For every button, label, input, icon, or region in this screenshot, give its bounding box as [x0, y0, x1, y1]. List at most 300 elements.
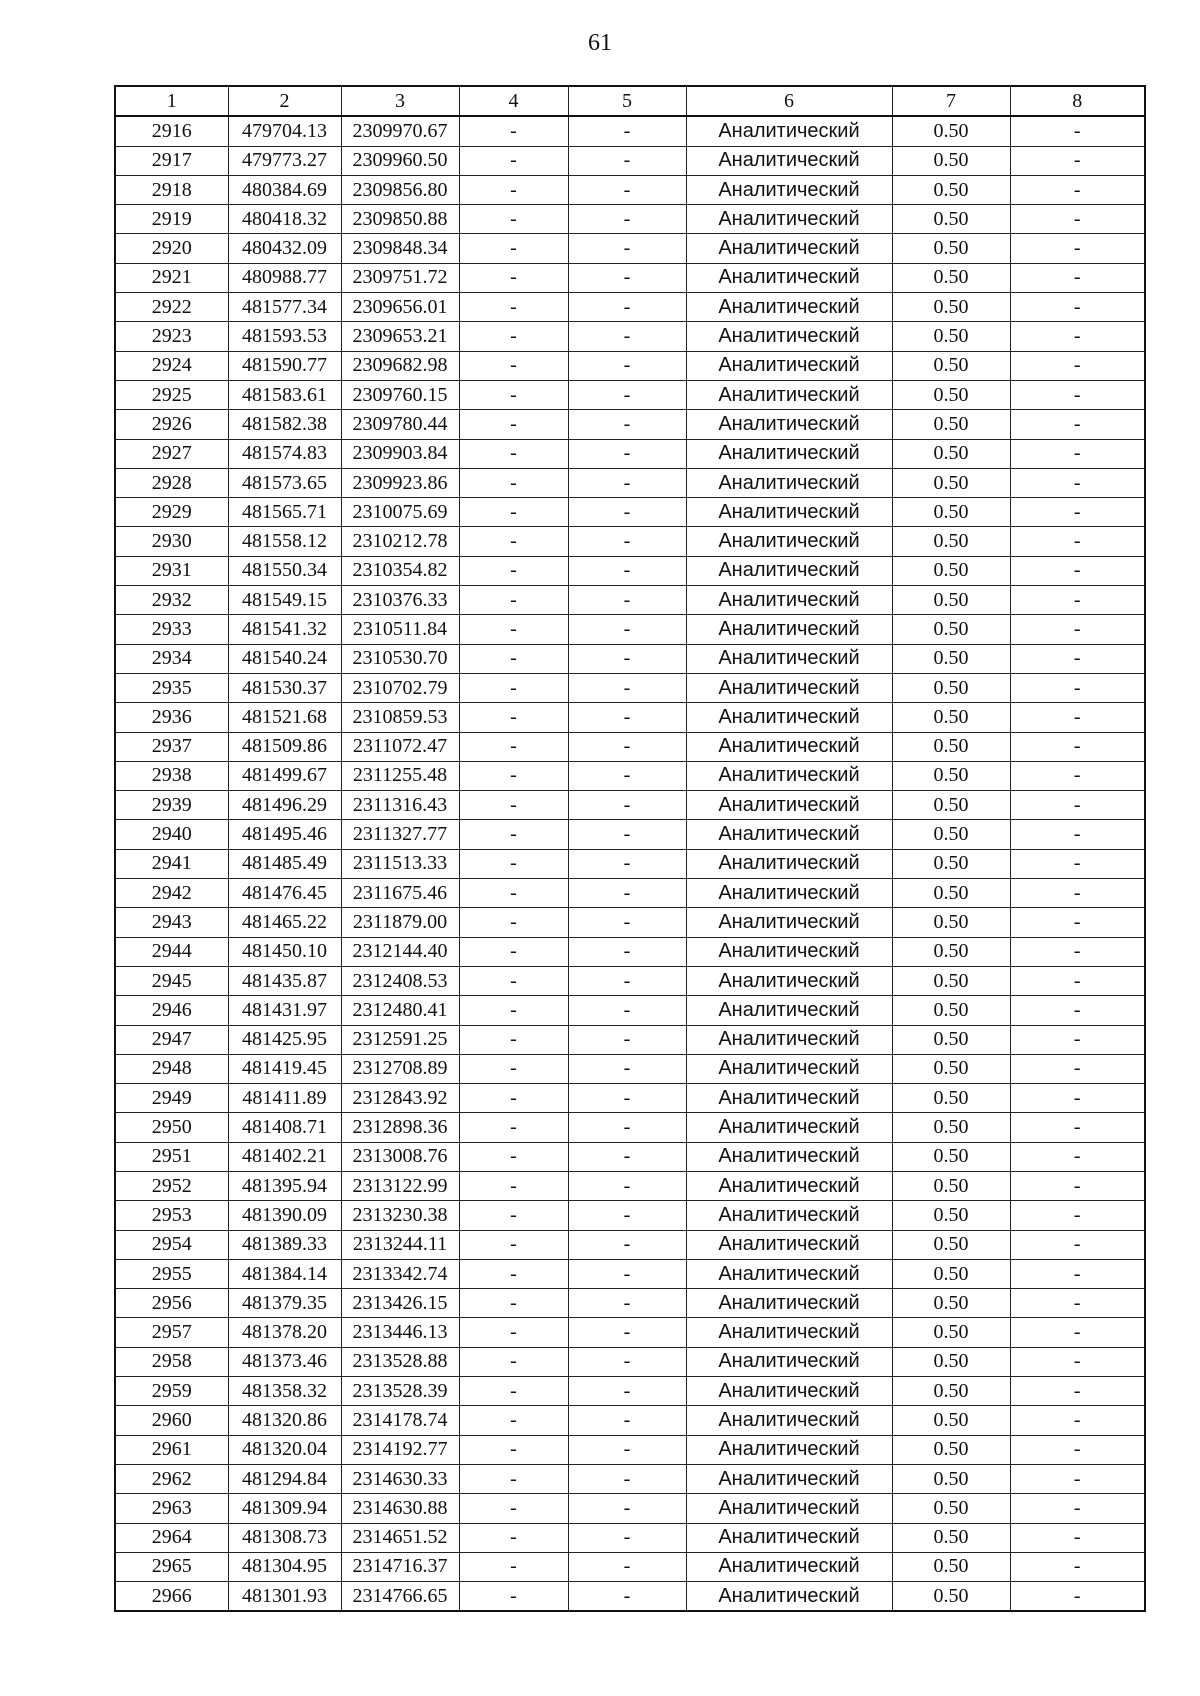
table-row — [115, 1025, 1145, 1054]
table-row — [115, 761, 1145, 790]
cell-coord-x: 481389.33 — [228, 1230, 341, 1259]
cell-method: Аналитический — [686, 293, 892, 322]
cell-method: Аналитический — [686, 1054, 892, 1083]
cell-method: Аналитический — [686, 1318, 892, 1347]
cell-coord-y: 2309970.67 — [341, 116, 459, 146]
cell-coord-y: 2313446.13 — [341, 1318, 459, 1347]
cell-col-5: - — [568, 1582, 686, 1612]
table-row — [115, 1347, 1145, 1376]
cell-col-8: - — [1010, 1259, 1145, 1288]
cell-point-number: 2962 — [115, 1464, 228, 1493]
column-header-8: 8 — [1010, 86, 1145, 116]
cell-accuracy: 0.50 — [892, 615, 1010, 644]
cell-accuracy: 0.50 — [892, 410, 1010, 439]
cell-accuracy: 0.50 — [892, 1201, 1010, 1230]
cell-col-8: - — [1010, 1054, 1145, 1083]
cell-col-8: - — [1010, 1406, 1145, 1435]
cell-col-8: - — [1010, 1464, 1145, 1493]
table-row — [115, 1435, 1145, 1464]
cell-col-4: - — [459, 879, 568, 908]
cell-point-number: 2926 — [115, 410, 228, 439]
cell-coord-y: 2310354.82 — [341, 556, 459, 585]
cell-col-5: - — [568, 1230, 686, 1259]
cell-method: Аналитический — [686, 351, 892, 380]
cell-coord-y: 2313426.15 — [341, 1289, 459, 1318]
cell-accuracy: 0.50 — [892, 1347, 1010, 1376]
cell-coord-y: 2309751.72 — [341, 263, 459, 292]
table-body — [115, 116, 1145, 1611]
cell-col-5: - — [568, 1552, 686, 1581]
cell-coord-x: 481549.15 — [228, 586, 341, 615]
cell-coord-x: 481558.12 — [228, 527, 341, 556]
cell-method: Аналитический — [686, 1201, 892, 1230]
page-number: 61 — [588, 30, 612, 56]
cell-col-8: - — [1010, 116, 1145, 146]
cell-col-5: - — [568, 996, 686, 1025]
cell-method: Аналитический — [686, 1552, 892, 1581]
cell-point-number: 2942 — [115, 879, 228, 908]
cell-accuracy: 0.50 — [892, 1435, 1010, 1464]
table-row — [115, 234, 1145, 263]
table-row — [115, 732, 1145, 761]
cell-coord-y: 2313528.39 — [341, 1377, 459, 1406]
cell-coord-x: 481390.09 — [228, 1201, 341, 1230]
cell-col-5: - — [568, 1259, 686, 1288]
cell-coord-y: 2309848.34 — [341, 234, 459, 263]
cell-coord-x: 481495.46 — [228, 820, 341, 849]
cell-col-8: - — [1010, 1318, 1145, 1347]
cell-coord-x: 481304.95 — [228, 1552, 341, 1581]
cell-method: Аналитический — [686, 1259, 892, 1288]
table-row — [115, 1113, 1145, 1142]
cell-method: Аналитический — [686, 527, 892, 556]
cell-accuracy: 0.50 — [892, 732, 1010, 761]
cell-point-number: 2955 — [115, 1259, 228, 1288]
cell-col-4: - — [459, 908, 568, 937]
cell-col-4: - — [459, 1289, 568, 1318]
cell-point-number: 2953 — [115, 1201, 228, 1230]
cell-point-number: 2931 — [115, 556, 228, 585]
cell-col-5: - — [568, 1494, 686, 1523]
cell-method: Аналитический — [686, 1025, 892, 1054]
cell-method: Аналитический — [686, 1523, 892, 1552]
cell-col-8: - — [1010, 937, 1145, 966]
cell-col-5: - — [568, 263, 686, 292]
cell-point-number: 2956 — [115, 1289, 228, 1318]
table-row — [115, 468, 1145, 497]
cell-accuracy: 0.50 — [892, 586, 1010, 615]
cell-accuracy: 0.50 — [892, 1113, 1010, 1142]
cell-col-4: - — [459, 410, 568, 439]
cell-method: Аналитический — [686, 732, 892, 761]
cell-coord-x: 481485.49 — [228, 849, 341, 878]
cell-point-number: 2930 — [115, 527, 228, 556]
cell-accuracy: 0.50 — [892, 996, 1010, 1025]
cell-col-5: - — [568, 175, 686, 204]
table-header — [115, 86, 1145, 116]
cell-col-8: - — [1010, 1142, 1145, 1171]
cell-col-5: - — [568, 234, 686, 263]
table-row — [115, 1552, 1145, 1581]
cell-col-8: - — [1010, 234, 1145, 263]
cell-coord-y: 2309760.15 — [341, 380, 459, 409]
table-row — [115, 1377, 1145, 1406]
cell-col-5: - — [568, 644, 686, 673]
cell-point-number: 2963 — [115, 1494, 228, 1523]
table-row — [115, 1054, 1145, 1083]
table-row — [115, 263, 1145, 292]
cell-col-8: - — [1010, 439, 1145, 468]
cell-col-4: - — [459, 498, 568, 527]
cell-accuracy: 0.50 — [892, 439, 1010, 468]
cell-coord-x: 481308.73 — [228, 1523, 341, 1552]
table-row — [115, 1230, 1145, 1259]
cell-coord-y: 2312591.25 — [341, 1025, 459, 1054]
cell-method: Аналитический — [686, 410, 892, 439]
cell-coord-x: 481550.34 — [228, 556, 341, 585]
cell-accuracy: 0.50 — [892, 1318, 1010, 1347]
cell-accuracy: 0.50 — [892, 1142, 1010, 1171]
cell-coord-y: 2313244.11 — [341, 1230, 459, 1259]
cell-point-number: 2958 — [115, 1347, 228, 1376]
cell-point-number: 2947 — [115, 1025, 228, 1054]
cell-col-8: - — [1010, 380, 1145, 409]
cell-col-5: - — [568, 615, 686, 644]
cell-accuracy: 0.50 — [892, 1084, 1010, 1113]
cell-col-8: - — [1010, 498, 1145, 527]
cell-coord-x: 479773.27 — [228, 146, 341, 175]
cell-method: Аналитический — [686, 380, 892, 409]
cell-accuracy: 0.50 — [892, 703, 1010, 732]
cell-coord-x: 481384.14 — [228, 1259, 341, 1288]
cell-col-4: - — [459, 1113, 568, 1142]
table-row — [115, 556, 1145, 585]
cell-point-number: 2929 — [115, 498, 228, 527]
cell-coord-x: 481465.22 — [228, 908, 341, 937]
column-header-2: 2 — [228, 86, 341, 116]
cell-accuracy: 0.50 — [892, 1406, 1010, 1435]
cell-col-4: - — [459, 586, 568, 615]
cell-coord-y: 2310702.79 — [341, 673, 459, 702]
cell-col-5: - — [568, 908, 686, 937]
cell-col-8: - — [1010, 703, 1145, 732]
cell-col-5: - — [568, 586, 686, 615]
cell-col-8: - — [1010, 146, 1145, 175]
cell-accuracy: 0.50 — [892, 351, 1010, 380]
table-row — [115, 1084, 1145, 1113]
cell-col-8: - — [1010, 1289, 1145, 1318]
cell-col-5: - — [568, 439, 686, 468]
cell-col-4: - — [459, 527, 568, 556]
cell-method: Аналитический — [686, 1347, 892, 1376]
cell-point-number: 2919 — [115, 205, 228, 234]
cell-point-number: 2932 — [115, 586, 228, 615]
cell-coord-x: 481294.84 — [228, 1464, 341, 1493]
cell-coord-x: 481425.95 — [228, 1025, 341, 1054]
cell-col-4: - — [459, 234, 568, 263]
cell-col-5: - — [568, 116, 686, 146]
cell-col-5: - — [568, 732, 686, 761]
cell-col-8: - — [1010, 1494, 1145, 1523]
cell-col-5: - — [568, 1142, 686, 1171]
cell-point-number: 2917 — [115, 146, 228, 175]
cell-col-5: - — [568, 1113, 686, 1142]
cell-col-8: - — [1010, 1084, 1145, 1113]
cell-coord-x: 481582.38 — [228, 410, 341, 439]
cell-coord-y: 2311316.43 — [341, 791, 459, 820]
cell-method: Аналитический — [686, 996, 892, 1025]
cell-col-5: - — [568, 1523, 686, 1552]
cell-col-4: - — [459, 1259, 568, 1288]
cell-col-4: - — [459, 468, 568, 497]
cell-col-8: - — [1010, 644, 1145, 673]
cell-coord-x: 481435.87 — [228, 966, 341, 995]
cell-method: Аналитический — [686, 234, 892, 263]
cell-col-4: - — [459, 1025, 568, 1054]
table-row — [115, 1523, 1145, 1552]
cell-coord-x: 481574.83 — [228, 439, 341, 468]
cell-point-number: 2965 — [115, 1552, 228, 1581]
cell-method: Аналитический — [686, 820, 892, 849]
cell-accuracy: 0.50 — [892, 673, 1010, 702]
cell-accuracy: 0.50 — [892, 908, 1010, 937]
cell-coord-y: 2313342.74 — [341, 1259, 459, 1288]
cell-method: Аналитический — [686, 1377, 892, 1406]
cell-coord-x: 481573.65 — [228, 468, 341, 497]
cell-accuracy: 0.50 — [892, 1494, 1010, 1523]
cell-method: Аналитический — [686, 1582, 892, 1612]
cell-col-5: - — [568, 322, 686, 351]
cell-accuracy: 0.50 — [892, 1377, 1010, 1406]
cell-col-8: - — [1010, 175, 1145, 204]
cell-accuracy: 0.50 — [892, 468, 1010, 497]
cell-col-8: - — [1010, 1230, 1145, 1259]
table-row — [115, 644, 1145, 673]
cell-coord-y: 2311255.48 — [341, 761, 459, 790]
cell-coord-y: 2311072.47 — [341, 732, 459, 761]
cell-method: Аналитический — [686, 556, 892, 585]
cell-col-5: - — [568, 380, 686, 409]
cell-method: Аналитический — [686, 1230, 892, 1259]
cell-method: Аналитический — [686, 1289, 892, 1318]
cell-coord-x: 481379.35 — [228, 1289, 341, 1318]
table-row — [115, 498, 1145, 527]
cell-col-4: - — [459, 175, 568, 204]
cell-col-4: - — [459, 380, 568, 409]
cell-coord-x: 481450.10 — [228, 937, 341, 966]
cell-col-5: - — [568, 1289, 686, 1318]
cell-col-5: - — [568, 1377, 686, 1406]
cell-accuracy: 0.50 — [892, 263, 1010, 292]
cell-accuracy: 0.50 — [892, 937, 1010, 966]
cell-coord-y: 2312408.53 — [341, 966, 459, 995]
cell-coord-x: 481521.68 — [228, 703, 341, 732]
cell-col-8: - — [1010, 1582, 1145, 1612]
cell-method: Аналитический — [686, 1464, 892, 1493]
cell-col-4: - — [459, 1406, 568, 1435]
table-row — [115, 996, 1145, 1025]
table-row — [115, 1142, 1145, 1171]
cell-col-4: - — [459, 1142, 568, 1171]
column-header-7: 7 — [892, 86, 1010, 116]
cell-col-8: - — [1010, 996, 1145, 1025]
cell-coord-x: 480418.32 — [228, 205, 341, 234]
header-row — [115, 86, 1145, 116]
cell-accuracy: 0.50 — [892, 556, 1010, 585]
cell-method: Аналитический — [686, 615, 892, 644]
cell-point-number: 2940 — [115, 820, 228, 849]
cell-col-4: - — [459, 820, 568, 849]
cell-col-4: - — [459, 351, 568, 380]
cell-accuracy: 0.50 — [892, 644, 1010, 673]
cell-coord-y: 2309682.98 — [341, 351, 459, 380]
cell-col-4: - — [459, 556, 568, 585]
cell-col-8: - — [1010, 732, 1145, 761]
cell-col-8: - — [1010, 322, 1145, 351]
cell-coord-x: 481499.67 — [228, 761, 341, 790]
cell-coord-y: 2312144.40 — [341, 937, 459, 966]
cell-col-4: - — [459, 1171, 568, 1200]
cell-col-8: - — [1010, 673, 1145, 702]
cell-point-number: 2925 — [115, 380, 228, 409]
cell-accuracy: 0.50 — [892, 761, 1010, 790]
cell-col-5: - — [568, 1201, 686, 1230]
cell-coord-x: 481541.32 — [228, 615, 341, 644]
cell-point-number: 2952 — [115, 1171, 228, 1200]
column-header-6: 6 — [686, 86, 892, 116]
cell-point-number: 2927 — [115, 439, 228, 468]
cell-col-4: - — [459, 849, 568, 878]
cell-method: Аналитический — [686, 1494, 892, 1523]
cell-col-8: - — [1010, 556, 1145, 585]
cell-col-4: - — [459, 1377, 568, 1406]
cell-col-5: - — [568, 703, 686, 732]
table-row — [115, 1464, 1145, 1493]
cell-accuracy: 0.50 — [892, 1552, 1010, 1581]
cell-col-5: - — [568, 527, 686, 556]
cell-col-8: - — [1010, 1201, 1145, 1230]
cell-method: Аналитический — [686, 879, 892, 908]
cell-coord-y: 2313122.99 — [341, 1171, 459, 1200]
cell-coord-x: 481565.71 — [228, 498, 341, 527]
cell-coord-x: 481373.46 — [228, 1347, 341, 1376]
cell-col-8: - — [1010, 1171, 1145, 1200]
cell-col-8: - — [1010, 586, 1145, 615]
cell-coord-x: 481320.04 — [228, 1435, 341, 1464]
cell-col-4: - — [459, 263, 568, 292]
cell-col-4: - — [459, 1523, 568, 1552]
table-row — [115, 116, 1145, 146]
cell-point-number: 2924 — [115, 351, 228, 380]
cell-coord-x: 481358.32 — [228, 1377, 341, 1406]
cell-col-4: - — [459, 116, 568, 146]
cell-method: Аналитический — [686, 1113, 892, 1142]
cell-col-5: - — [568, 966, 686, 995]
cell-coord-y: 2312843.92 — [341, 1084, 459, 1113]
table-row — [115, 1318, 1145, 1347]
cell-point-number: 2951 — [115, 1142, 228, 1171]
cell-point-number: 2934 — [115, 644, 228, 673]
cell-col-8: - — [1010, 263, 1145, 292]
cell-coord-x: 481593.53 — [228, 322, 341, 351]
cell-coord-x: 479704.13 — [228, 116, 341, 146]
cell-point-number: 2916 — [115, 116, 228, 146]
cell-col-4: - — [459, 1435, 568, 1464]
cell-col-8: - — [1010, 1025, 1145, 1054]
cell-col-5: - — [568, 673, 686, 702]
table-row — [115, 966, 1145, 995]
cell-coord-y: 2309856.80 — [341, 175, 459, 204]
cell-col-4: - — [459, 673, 568, 702]
cell-col-4: - — [459, 1318, 568, 1347]
cell-col-5: - — [568, 351, 686, 380]
cell-point-number: 2941 — [115, 849, 228, 878]
cell-coord-y: 2311675.46 — [341, 879, 459, 908]
cell-col-4: - — [459, 761, 568, 790]
cell-accuracy: 0.50 — [892, 175, 1010, 204]
cell-method: Аналитический — [686, 849, 892, 878]
cell-point-number: 2918 — [115, 175, 228, 204]
cell-col-8: - — [1010, 293, 1145, 322]
cell-col-4: - — [459, 1494, 568, 1523]
cell-point-number: 2944 — [115, 937, 228, 966]
table-row — [115, 1494, 1145, 1523]
cell-col-5: - — [568, 1406, 686, 1435]
cell-col-4: - — [459, 1054, 568, 1083]
cell-coord-x: 480384.69 — [228, 175, 341, 204]
cell-accuracy: 0.50 — [892, 820, 1010, 849]
cell-coord-x: 481577.34 — [228, 293, 341, 322]
cell-accuracy: 0.50 — [892, 498, 1010, 527]
cell-coord-y: 2311513.33 — [341, 849, 459, 878]
cell-coord-x: 481583.61 — [228, 380, 341, 409]
cell-col-5: - — [568, 1347, 686, 1376]
cell-col-5: - — [568, 1435, 686, 1464]
cell-col-8: - — [1010, 1435, 1145, 1464]
cell-col-4: - — [459, 439, 568, 468]
cell-col-8: - — [1010, 1347, 1145, 1376]
cell-col-4: - — [459, 322, 568, 351]
cell-coord-x: 481496.29 — [228, 791, 341, 820]
cell-coord-y: 2309780.44 — [341, 410, 459, 439]
cell-point-number: 2961 — [115, 1435, 228, 1464]
cell-accuracy: 0.50 — [892, 116, 1010, 146]
cell-method: Аналитический — [686, 116, 892, 146]
table-row — [115, 673, 1145, 702]
cell-accuracy: 0.50 — [892, 1054, 1010, 1083]
cell-accuracy: 0.50 — [892, 293, 1010, 322]
cell-col-5: - — [568, 468, 686, 497]
cell-method: Аналитический — [686, 1435, 892, 1464]
cell-method: Аналитический — [686, 673, 892, 702]
cell-point-number: 2921 — [115, 263, 228, 292]
cell-col-8: - — [1010, 849, 1145, 878]
cell-coord-y: 2312898.36 — [341, 1113, 459, 1142]
cell-col-4: - — [459, 703, 568, 732]
cell-col-8: - — [1010, 761, 1145, 790]
table-row — [115, 937, 1145, 966]
cell-point-number: 2960 — [115, 1406, 228, 1435]
cell-col-8: - — [1010, 791, 1145, 820]
table-row — [115, 351, 1145, 380]
cell-col-8: - — [1010, 527, 1145, 556]
cell-col-5: - — [568, 146, 686, 175]
cell-method: Аналитический — [686, 175, 892, 204]
table-row — [115, 410, 1145, 439]
cell-point-number: 2964 — [115, 1523, 228, 1552]
cell-coord-y: 2309656.01 — [341, 293, 459, 322]
cell-point-number: 2954 — [115, 1230, 228, 1259]
